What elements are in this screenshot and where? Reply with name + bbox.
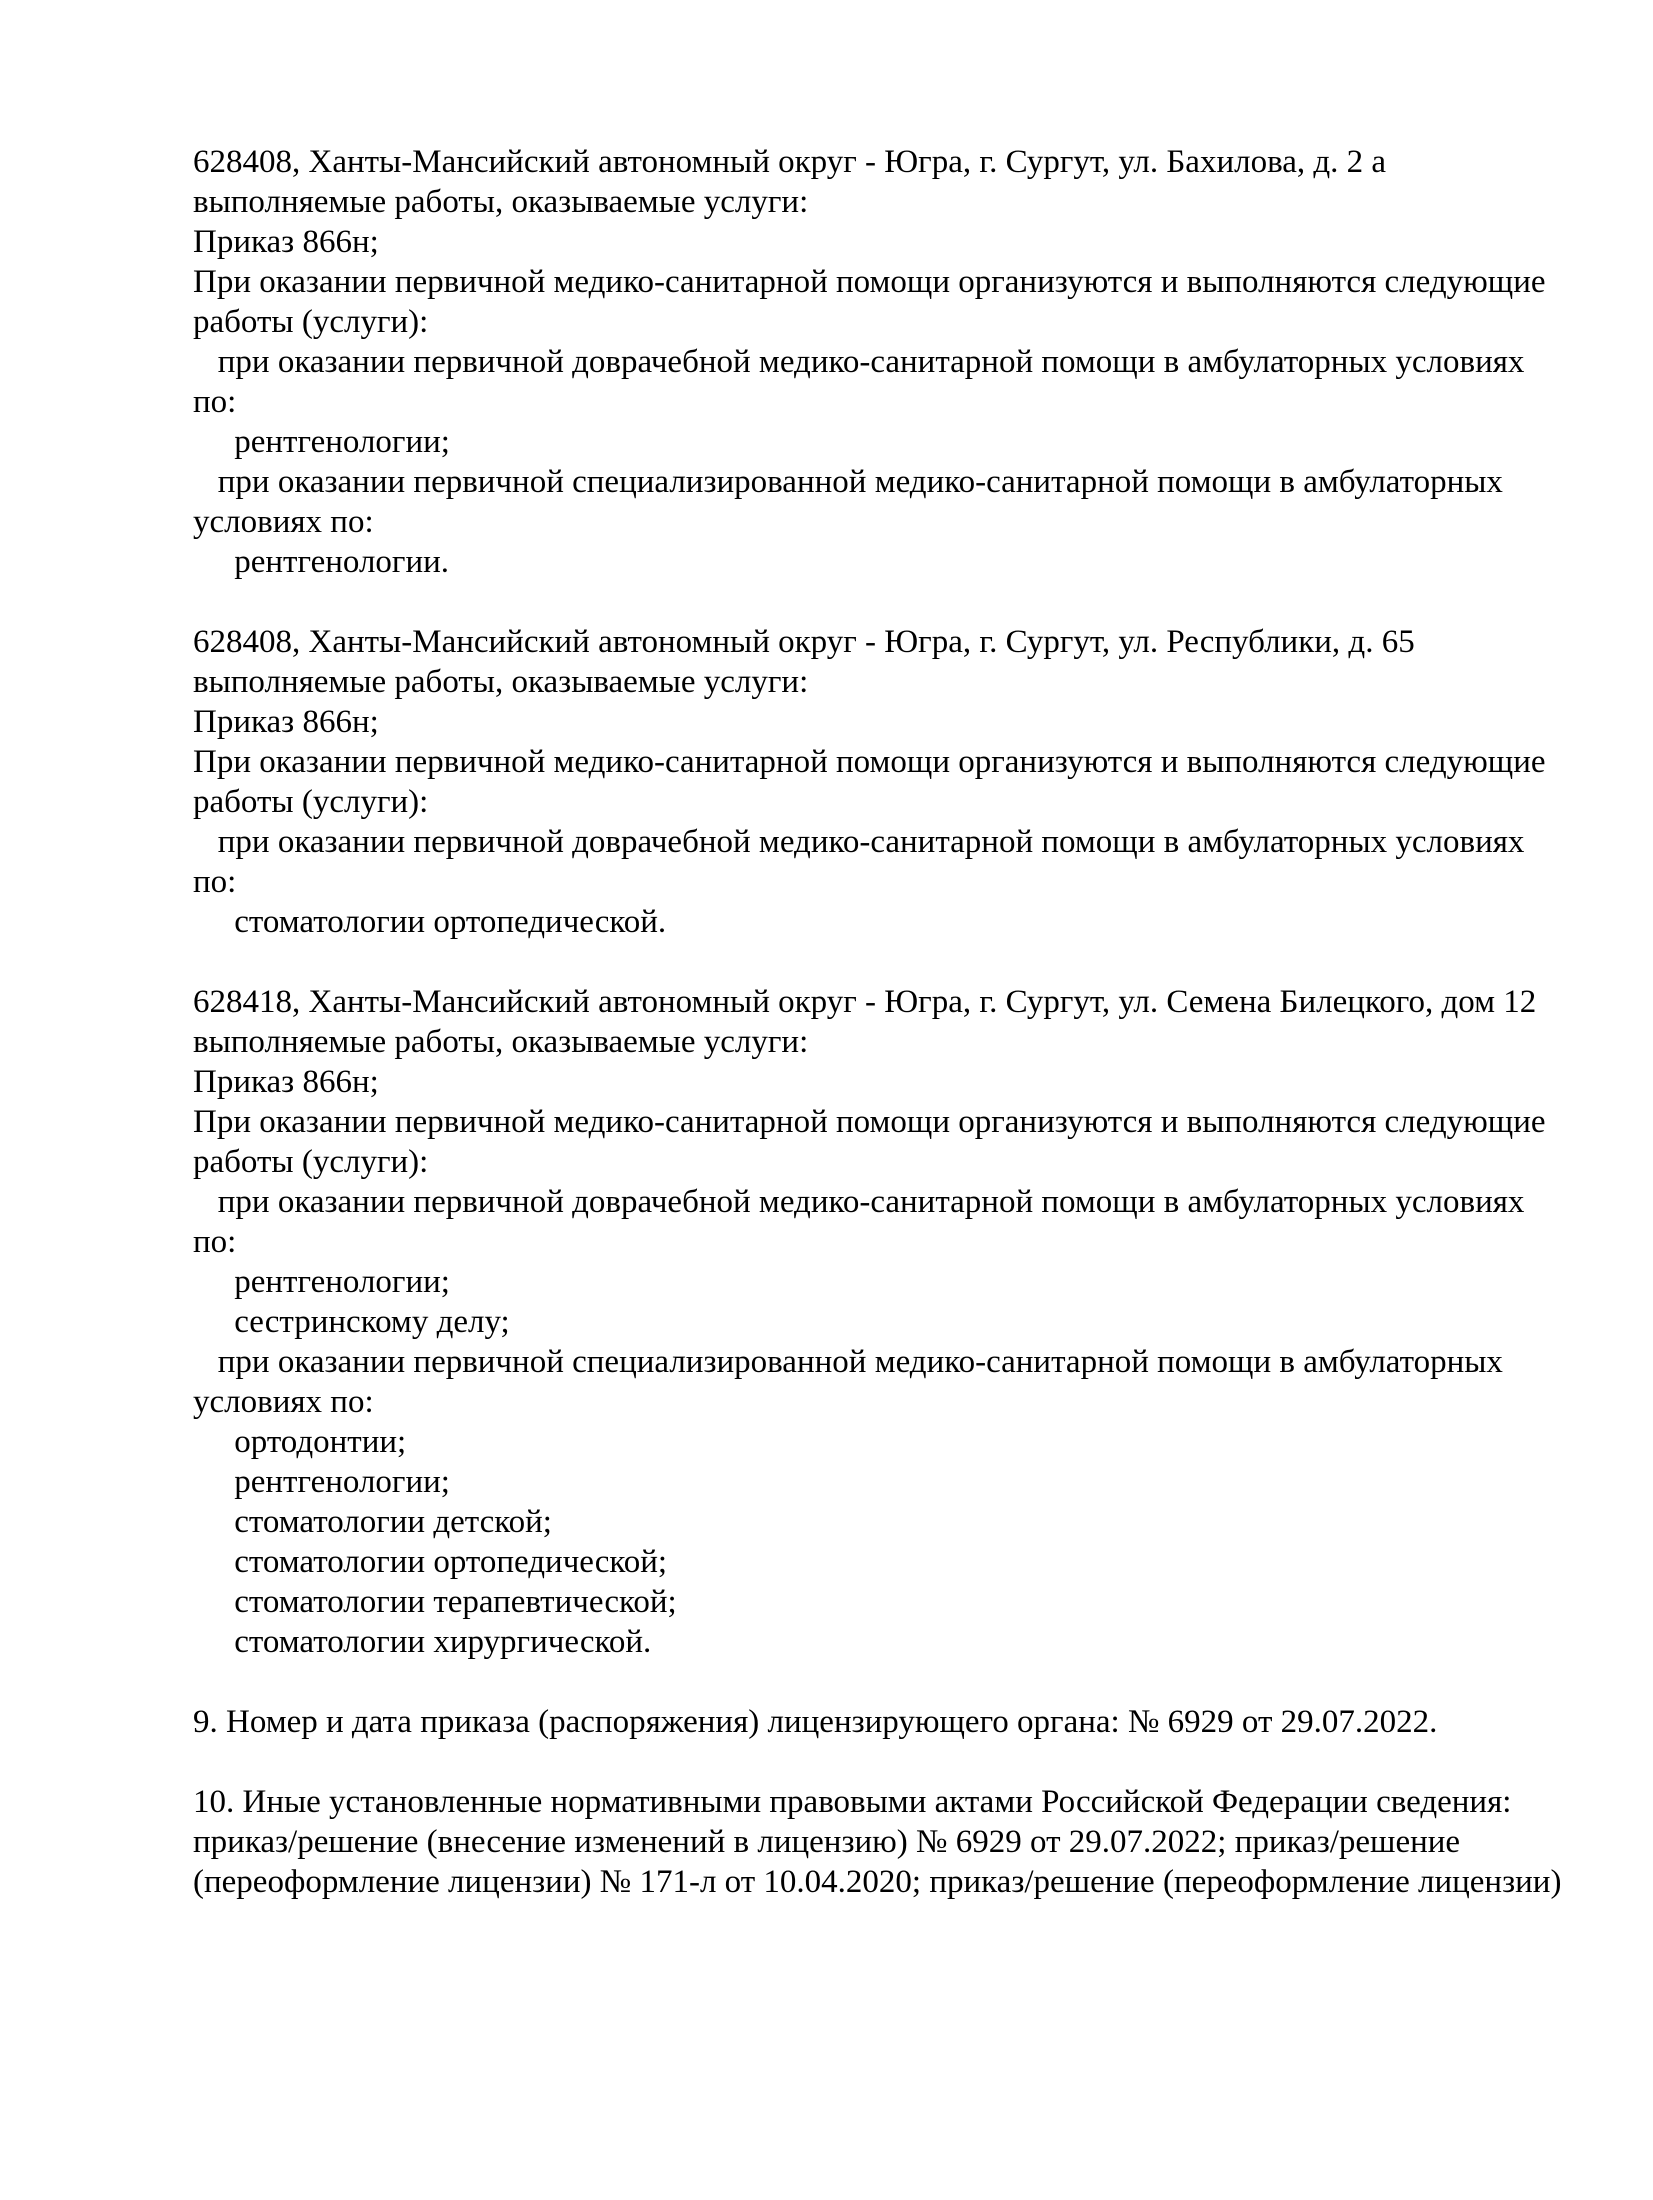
text-line: рентгенологии; [193,424,450,460]
text-line: при оказании первичной доврачебной медико-санитарной помощи в амбулаторных условиях [193,1184,1525,1220]
text-line: стоматологии терапевтической; [193,1584,677,1620]
text-line: При оказании первичной медико-санитарной помощи организуются и выполняются следующие [193,264,1546,300]
text-line: стоматологии хирургической. [193,1624,652,1660]
text-line: при оказании первичной специализированной медико-санитарной помощи в амбулаторных [193,1344,1503,1380]
license-site-3 [193,982,1593,1662]
text-line: выполняемые работы, оказываемые услуги: [193,184,809,220]
text-line: ортодонтии; [193,1424,407,1460]
text-line: выполняемые работы, оказываемые услуги: [193,1024,809,1060]
text-line: рентгенологии. [193,544,450,580]
text-line: При оказании первичной медико-санитарной помощи организуются и выполняются следующие [193,1104,1546,1140]
text-line: по: [193,1224,237,1260]
text-line: приказ/решение (внесение изменений в лицензию) № 6929 от 29.07.2022; приказ/решение [193,1824,1461,1860]
item-10-additional-info [193,1782,1593,1902]
text-line: Приказ 866н; [193,704,379,740]
text-line: 10. Иные установленные нормативными правовыми актами Российской Федерации сведения: [193,1784,1512,1820]
license-site-2 [193,622,1593,942]
text-line: 628418, Ханты-Мансийский автономный округ - Югра, г. Сургут, ул. Семена Билецкого, дом 12 [193,984,1537,1020]
text-line: сестринскому делу; [193,1304,510,1340]
text-line: при оказании первичной специализированной медико-санитарной помощи в амбулаторных [193,464,1503,500]
text-line: по: [193,864,237,900]
text-line: при оказании первичной доврачебной медико-санитарной помощи в амбулаторных условиях [193,824,1525,860]
text-line: Приказ 866н; [193,224,379,260]
text-line: работы (услуги): [193,784,429,820]
text-line: Приказ 866н; [193,1064,379,1100]
text-line: 9. Номер и дата приказа (распоряжения) лицензирующего органа: № 6929 от 29.07.2022. [193,1704,1438,1740]
text-line: 628408, Ханты-Мансийский автономный округ - Югра, г. Сургут, ул. Бахилова, д. 2 а [193,144,1387,180]
text-line: работы (услуги): [193,304,429,340]
text-line: 628408, Ханты-Мансийский автономный округ - Югра, г. Сургут, ул. Республики, д. 65 [193,624,1415,660]
text-line: выполняемые работы, оказываемые услуги: [193,664,809,700]
text-line: условиях по: [193,1384,374,1420]
text-line: стоматологии ортопедической. [193,904,667,940]
text-line: стоматологии детской; [193,1504,552,1540]
license-site-1 [193,142,1593,582]
text-line: (переоформление лицензии) № 171-л от 10.04.2020; приказ/решение (переоформление лицензии) [193,1864,1562,1900]
text-line: рентгенологии; [193,1464,450,1500]
text-line: стоматологии ортопедической; [193,1544,668,1580]
text-line: по: [193,384,237,420]
text-line: работы (услуги): [193,1144,429,1180]
text-line: условиях по: [193,504,374,540]
text-line: при оказании первичной доврачебной медико-санитарной помощи в амбулаторных условиях [193,344,1525,380]
text-line: рентгенологии; [193,1264,450,1300]
text-line: При оказании первичной медико-санитарной помощи организуются и выполняются следующие [193,744,1546,780]
item-9-order-number [193,1702,1593,1742]
